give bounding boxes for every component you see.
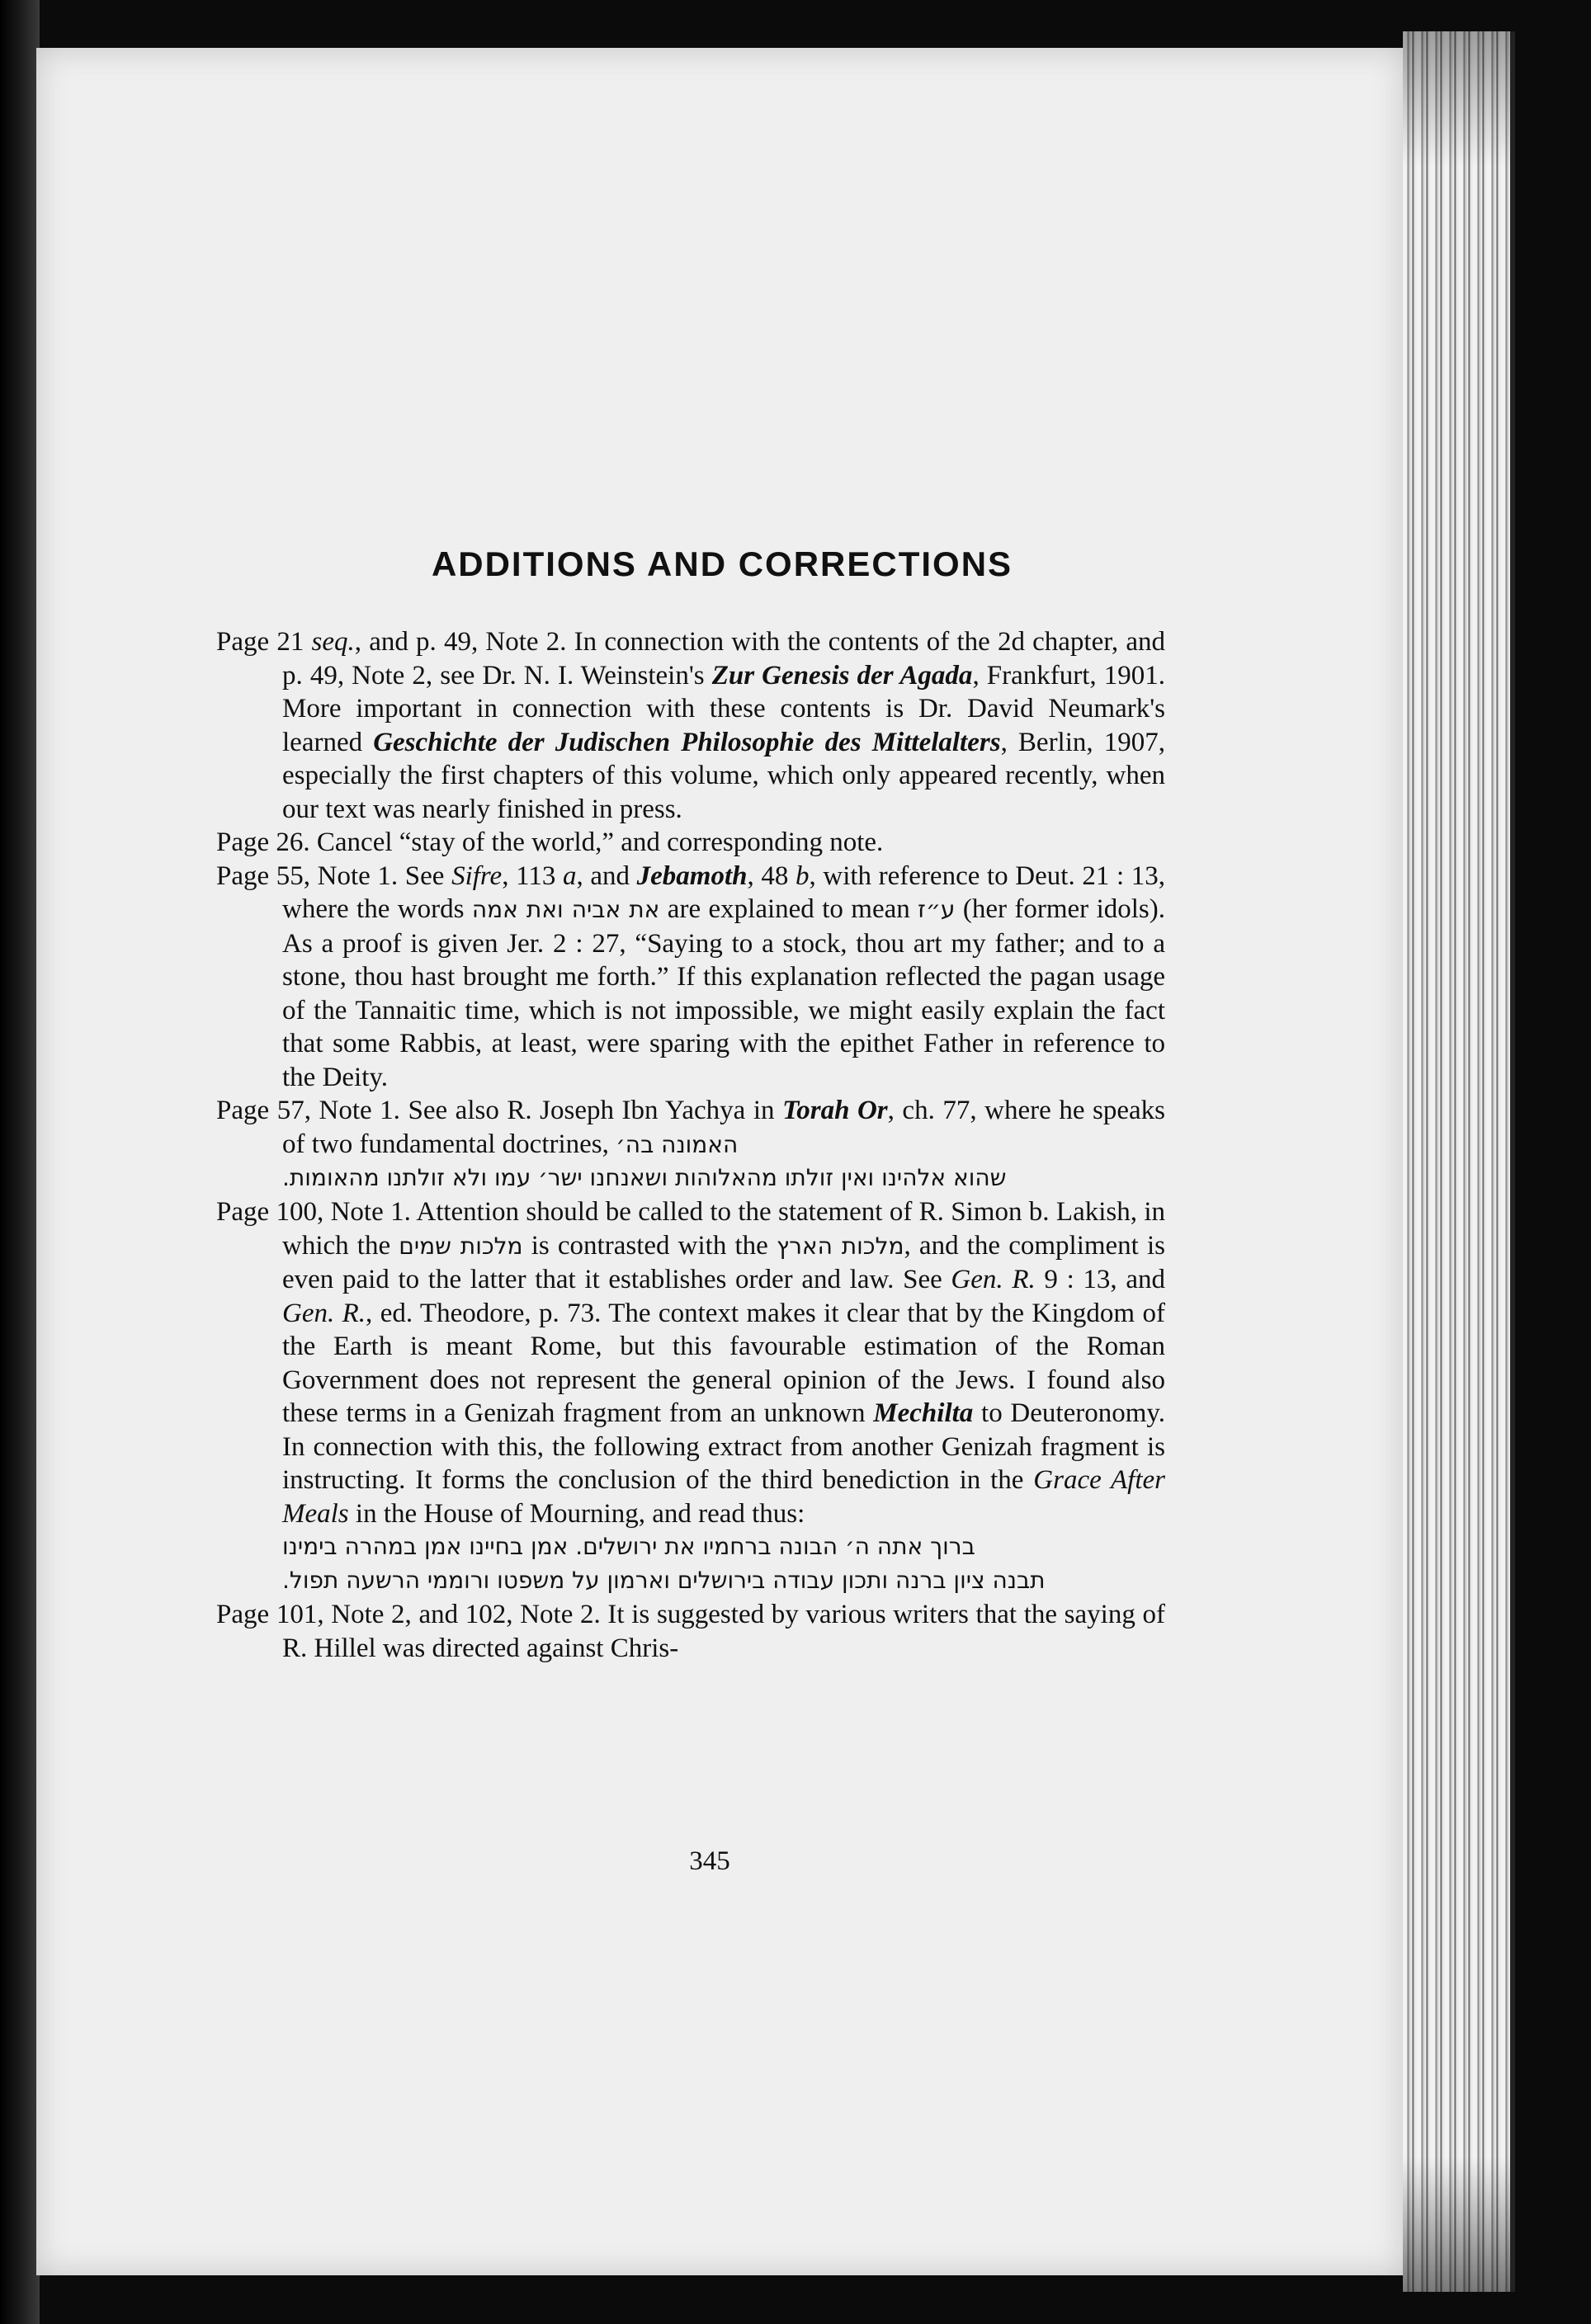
entry-text: are explained to mean: [659, 894, 918, 924]
entry-text: Page 26. Cancel “stay of the world,” and corresponding note.: [216, 827, 884, 857]
page-content: [216, 625, 1165, 1665]
entry-text: Page 55, Note 1. See: [216, 860, 452, 891]
entry-text: , Frankfurt, 1901. More important in connection with these contents is Dr. David Neumark's learned: [282, 660, 1165, 757]
entry-italic: Zur Genesis der Agada: [711, 660, 973, 691]
entry-italic: Gen. R.: [951, 1265, 1036, 1294]
entry-text: , 113: [502, 860, 563, 891]
entry-text: Page 101, Note 2, and 102, Note 2. It is suggested by various writers that the saying of R. Hillel was directed against Chris-: [216, 1600, 1165, 1663]
entry-text: Page 100, Note 1. Attention should be called to the statement of R. Simon b. Lakish, in which the: [216, 1197, 1165, 1261]
entry-italic: Mechilta: [873, 1398, 974, 1428]
entry-text: , 48: [747, 860, 796, 891]
page-number: 345: [689, 1846, 730, 1876]
book-gutter-shadow: [0, 0, 40, 2324]
entry-page-55: [216, 860, 1165, 1095]
entry-text: , and the compliment is even paid to the latter that it establishes order and law. See: [282, 1230, 1166, 1294]
entry-italic: Torah Or: [782, 1096, 888, 1125]
entry-page-101: [216, 1598, 1165, 1665]
entry-text: (her former idols). As a proof is given Jer. 2 : 27, “Saying to a stock, thou art my father; and to a stone, thou hast brought me forth.” If this explanation reflected the pagan usage of the Tannaitic time, which is not impossible, we might easily explain the fact that some Rabbis, at least, were sparing with the epithet Father in reference to the Deity.: [282, 894, 1166, 1092]
entry-text: 9 : 13, and: [1035, 1265, 1165, 1294]
entry-page-26: [216, 826, 1165, 860]
entry-text: , ch. 77, where he speaks of two fundamental doctrines,: [282, 1096, 1166, 1159]
entry-text: Page 57, Note 1. See also R. Joseph Ibn Yachya in: [216, 1096, 783, 1125]
hebrew-phrase: את אביה ואת אמה: [471, 896, 660, 923]
entry-italic: seq.: [311, 627, 355, 657]
entry-text: in the House of Mourning, and read thus:: [348, 1498, 805, 1529]
hebrew-phrase: ע״ז: [918, 896, 956, 923]
entry-italic: Grace After Meals: [282, 1465, 1165, 1529]
page-edges: [1403, 31, 1515, 2292]
entry-italic: Sifre: [451, 860, 503, 891]
entry-page-21: [216, 625, 1165, 826]
hebrew-phrase: שהוא אלהינו ואין זולתו מהאלוהות ושאנחנו ישר׳ עמו ולא זולתנו מהאומות.: [282, 1164, 1007, 1191]
hebrew-phrase: מלכות הארץ: [777, 1232, 904, 1260]
entry-page-57: [216, 1094, 1165, 1162]
hebrew-phrase: ברוך אתה ה׳ הבונה ברחמיו את ירושלים. אמן בחיינו אמן במהרה בימינו: [282, 1533, 975, 1560]
hebrew-line: [216, 1564, 1165, 1598]
entry-text: , with reference to Deut. 21 : 13, where the words: [282, 860, 1165, 924]
entry-text: Page 21: [216, 627, 312, 657]
entry-text: , and: [576, 860, 637, 891]
hebrew-phrase: תבנה ציון ברנה ותכון עבודה בירושלים וארמון על משפטו ורוממי הרשעה תפול.: [282, 1567, 1046, 1594]
entry-italic: a: [562, 860, 577, 891]
entry-text: is contrasted with the: [522, 1230, 777, 1261]
entry-italic: Jebamoth: [636, 860, 748, 891]
entry-italic: b: [796, 860, 810, 891]
entry-text: , ed. Theodore, p. 73. The context makes it clear that by the Kingdom of the Earth is meant Rome, but this favourable estimation of the Roman Government does not represent the general opinion of the Jews. I found also these terms in a Genizah fragment from an unknown: [282, 1298, 1165, 1428]
entry-text: , Berlin, 1907, especially the first chapters of this volume, which only appeared recently, when our text was nearly finished in press.: [282, 727, 1165, 824]
hebrew-phrase: מלכות שמים: [399, 1232, 523, 1260]
entry-text: , and p. 49, Note 2. In connection with the contents of the 2d chapter, and p. 49, Note 2, see Dr. N. I. Weinstein's: [282, 627, 1165, 691]
entry-text: to Deuteronomy. In connection with this, the following extract from another Genizah fragment is instructing. It forms the conclusion of the third benediction in the: [282, 1398, 1165, 1495]
hebrew-line: [216, 1530, 1165, 1564]
entry-italic: Gen. R.: [282, 1298, 366, 1328]
entry-italic: Geschichte der Judischen Philosophie des Mittelalters: [373, 727, 1001, 757]
page-heading: ADDITIONS AND CORRECTIONS: [431, 544, 1013, 583]
entry-page-100: [216, 1195, 1165, 1530]
hebrew-line: [216, 1162, 1165, 1195]
hebrew-phrase: האמונה בה׳: [616, 1130, 739, 1158]
